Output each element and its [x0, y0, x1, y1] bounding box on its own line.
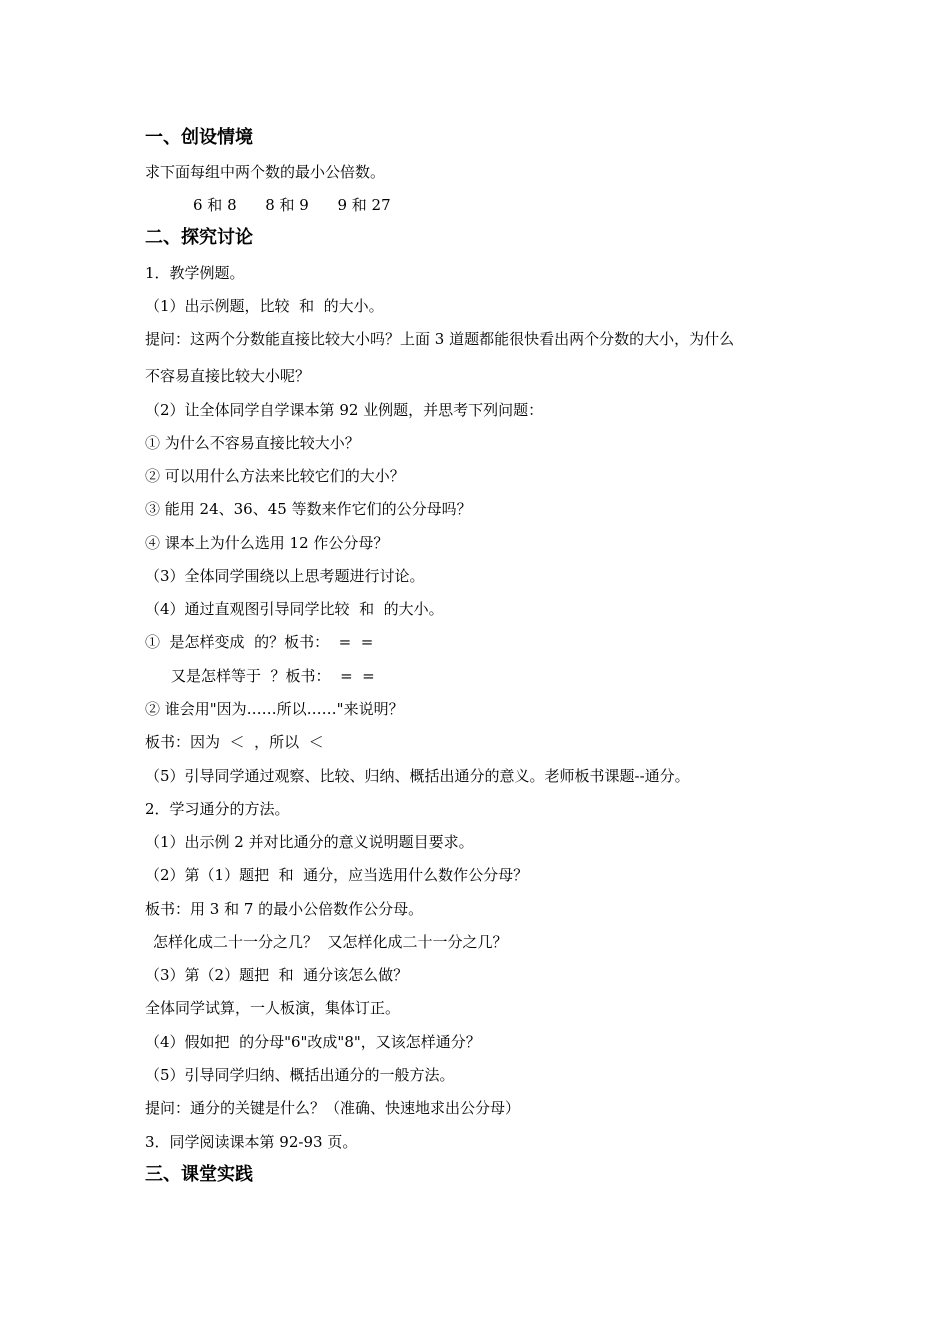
- text-line: 板书：因为 ＜ ，所以 ＜: [145, 733, 324, 751]
- text-line: 怎样化成二十一分之几？ 又怎样化成二十一分之几？: [153, 933, 508, 951]
- text-line: （5）引导同学归纳、概括出通分的一般方法。: [145, 1066, 455, 1084]
- text-line: 不容易直接比较大小呢？: [145, 367, 311, 385]
- text-line: 3．同学阅读课本第 92-93 页。: [145, 1133, 358, 1151]
- text-line: （2）让全体同学自学课本第 92 业例题，并思考下列问题：: [145, 401, 544, 419]
- text-line: ④ 课本上为什么选用 12 作公分母？: [145, 534, 389, 552]
- text-line: （1）出示例 2 并对比通分的意义说明题目要求。: [145, 833, 474, 851]
- text-line: 2．学习通分的方法。: [145, 800, 290, 818]
- text-line: 求下面每组中两个数的最小公倍数。: [145, 163, 386, 181]
- text-line: 1．教学例题。: [145, 264, 245, 282]
- text-line: （3）全体同学围绕以上思考题进行讨论。: [145, 567, 425, 585]
- text-line: ② 谁会用"因为……所以……"来说明？: [145, 700, 404, 718]
- text-line: ② 可以用什么方法来比较它们的大小？: [145, 467, 405, 485]
- text-line: （1）出示例题，比较 和 的大小。: [145, 297, 384, 315]
- text-line: 又是怎样等于 ？板书： = =: [171, 667, 375, 685]
- section-heading-1: 一、创设情境: [145, 127, 253, 148]
- text-line: （5）引导同学通过观察、比较、归纳、概括出通分的意义。老师板书课题--通分。: [145, 767, 690, 785]
- number-pairs: 6 和 8 8 和 9 9 和 27: [193, 196, 391, 214]
- text-line: 板书：用 3 和 7 的最小公倍数作公分母。: [145, 900, 424, 918]
- section-heading-3: 三、课堂实践: [145, 1164, 253, 1185]
- text-line: ③ 能用 24、36、45 等数来作它们的公分母吗？: [145, 500, 472, 518]
- text-line: （4）通过直观图引导同学比较 和 的大小。: [145, 600, 444, 618]
- text-line: 提问：这两个分数能直接比较大小吗？上面 3 道题都能很快看出两个分数的大小，为什么: [145, 330, 735, 348]
- text-line: ① 是怎样变成 的？板书： = =: [145, 633, 374, 651]
- section-heading-2: 二、探究讨论: [145, 227, 253, 248]
- text-line: 全体同学试算，一人板演，集体订正。: [145, 999, 401, 1017]
- text-line: （4）假如把 的分母"6"改成"8"，又该怎样通分？: [145, 1033, 481, 1051]
- text-line: （2）第（1）题把 和 通分，应当选用什么数作公分母？: [145, 866, 529, 884]
- text-line: ① 为什么不容易直接比较大小？: [145, 434, 360, 452]
- text-line: （3）第（2）题把 和 通分该怎么做？: [145, 966, 409, 984]
- text-line: 提问：通分的关键是什么？（准确、快速地求出公分母）: [145, 1099, 521, 1117]
